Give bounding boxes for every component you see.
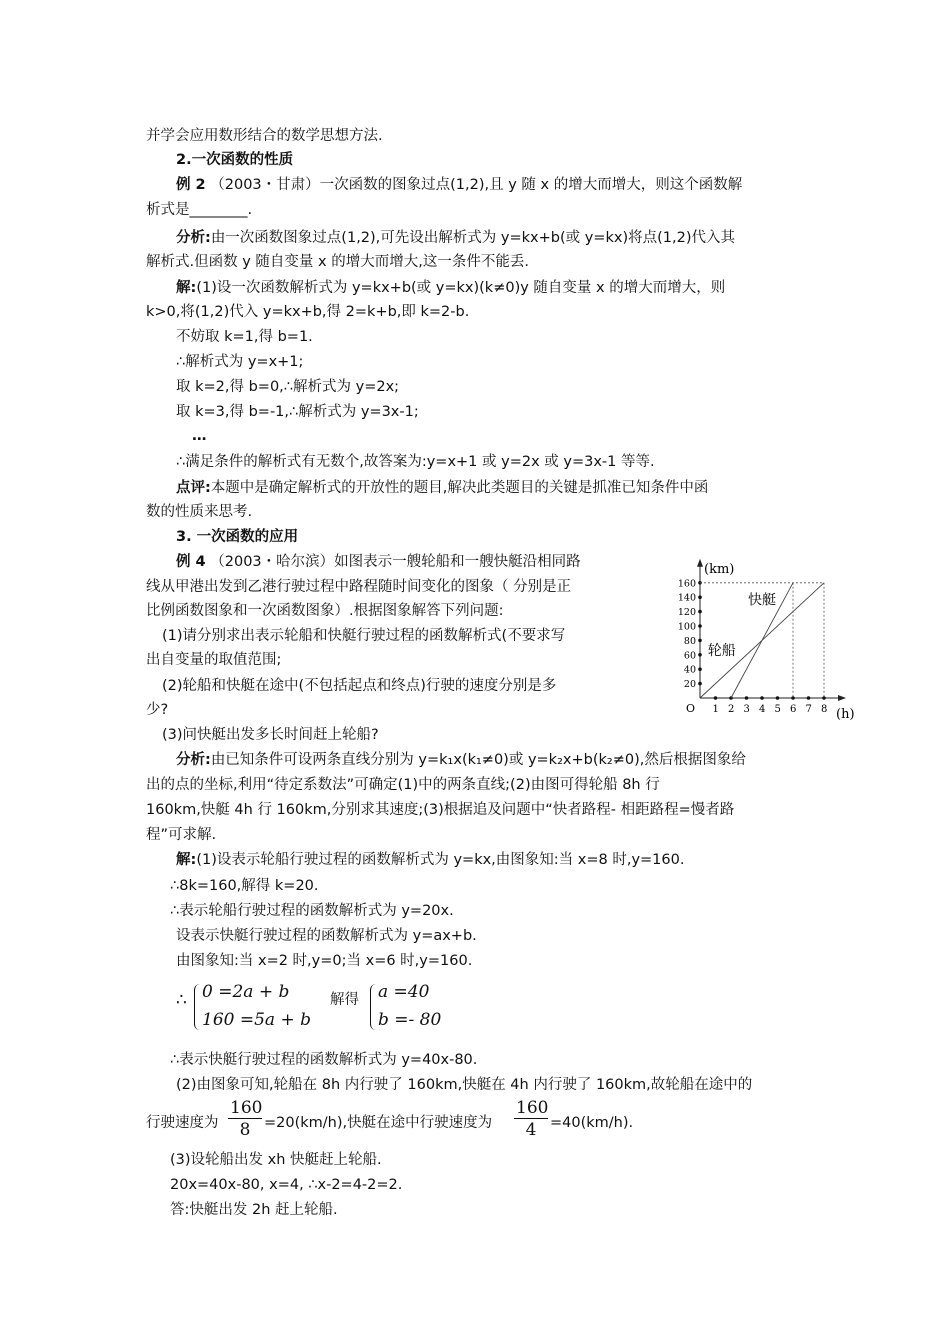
- solution-4-step-1: ∴8k=160,解得 k=20.: [170, 878, 319, 894]
- speed-text-b: =20(km/h),快艇在途中行驶速度为: [264, 1115, 493, 1131]
- example-4-text-cont-1: 线从甲港出发到乙港行驶过程中路程随时间变化的图象（ 分别是正: [146, 579, 572, 595]
- solution-line: [176, 278, 725, 298]
- equation-3: a =40: [378, 982, 430, 1002]
- y-tick-label: 20: [683, 679, 696, 691]
- example-4-label: 例 4: [176, 554, 206, 570]
- x-tick-label: 4: [759, 704, 766, 715]
- y-tick-label: 40: [683, 664, 696, 676]
- y-tick-dot: [698, 610, 702, 614]
- question-2: (2)轮船和快艇在途中(不包括起点和终点)行驶的速度分别是多: [162, 678, 557, 694]
- y-axis-label: (km): [704, 561, 735, 577]
- fraction-ship: [228, 1098, 262, 1141]
- analysis-4-text-cont-2: 160km,快艇 4h 行 160km,分别求其速度;(3)根据追及问题中“快者路程- 相距路程=慢者路: [146, 802, 735, 818]
- y-tick-dot: [698, 667, 702, 671]
- analysis-line: [176, 228, 735, 248]
- series-label-speedboat: 快艇: [748, 592, 777, 609]
- x-tick-label: 3: [743, 704, 750, 715]
- x-axis-label: (h): [836, 707, 855, 722]
- question-1: (1)请分别求出表示轮船和快艇行驶过程的函数解析式(不要求写: [162, 628, 566, 644]
- y-axis-arrow: [697, 559, 703, 567]
- y-tick-label: 80: [683, 635, 696, 647]
- analysis-text-cont: 解析式.但函数 y 随自变量 x 的增大而增大,这一条件不能丢.: [146, 254, 529, 270]
- solution-4-step-5: ∴表示快艇行驶过程的函数解析式为 y=40x-80.: [170, 1052, 478, 1068]
- x-tick-dot: [745, 696, 749, 700]
- analysis-4-label: 分析:: [176, 752, 211, 768]
- right-brace: [370, 984, 377, 1030]
- solution-4-step-2: ∴表示轮船行驶过程的函数解析式为 y=20x.: [170, 903, 454, 919]
- ellipsis: …: [192, 428, 207, 444]
- x-tick-label: 1: [712, 704, 719, 715]
- question-1-cont: 出自变量的取值范围;: [146, 652, 282, 668]
- question-2-cont: 少?: [146, 702, 169, 718]
- part-3-line: (3)设轮船出发 xh 快艇赶上轮船.: [170, 1152, 382, 1168]
- solution-4-label: 解:: [176, 852, 197, 868]
- solution-4-line: [176, 850, 684, 870]
- distance-time-chart: [676, 552, 866, 722]
- comment-label: 点评:: [176, 480, 211, 496]
- x-tick-dot: [807, 696, 811, 700]
- solution-step-3: 取 k=2,得 b=0,∴解析式为 y=2x;: [176, 379, 400, 395]
- solution-4-text: (1)设表示轮船行驶过程的函数解析式为 y=kx,由图象知:当 x=8 时,y=160.: [196, 852, 685, 868]
- y-tick-dot: [698, 653, 702, 657]
- fraction-boat-denominator: 4: [525, 1120, 537, 1140]
- solution-conclusion: ∴满足条件的解析式有无数个,故答案为:y=x+1 或 y=2x 或 y=3x-1 等等.: [176, 454, 655, 470]
- equation-4: b =- 80: [378, 1010, 442, 1030]
- x-tick-label: 6: [790, 704, 797, 715]
- x-tick-label: 5: [774, 704, 781, 715]
- x-tick-dot: [714, 696, 718, 700]
- example-4-text-cont-2: 比例函数图象和一次函数图象）.根据图象解答下列问题:: [146, 603, 504, 619]
- y-tick-dot: [698, 595, 702, 599]
- y-tick-label: 100: [677, 621, 696, 633]
- fraction-ship-denominator: 8: [239, 1120, 251, 1140]
- solution-4-step-3: 设表示快艇行驶过程的函数解析式为 y=ax+b.: [176, 928, 477, 944]
- comment-text-cont: 数的性质来思考.: [146, 504, 253, 520]
- part-3-calc: 20x=40x-80, x=4, ∴x-2=4-2=2.: [170, 1177, 403, 1193]
- analysis-4-text: 由已知条件可设两条直线分别为 y=k₁x(k₁≠0)或 y=k₂x+b(k₂≠0),然后根据图象给: [210, 752, 746, 768]
- y-tick-label: 120: [677, 607, 696, 619]
- example-2-text: （2003・甘肃）一次函数的图象过点(1,2),且 y 随 x 的增大而增大，则这个函数解: [210, 177, 743, 193]
- x-tick-dot: [760, 696, 764, 700]
- equation-2: 160 =5a + b: [202, 1010, 311, 1030]
- intro-line: 并学会应用数形结合的数学思想方法.: [146, 128, 383, 144]
- speed-text-a: 行驶速度为: [146, 1115, 219, 1131]
- y-tick-dot: [698, 624, 702, 628]
- example-2-label: 例 2: [176, 177, 206, 193]
- solution-label: 解:: [176, 280, 197, 296]
- x-tick-dot: [776, 696, 780, 700]
- x-tick-label: 2: [728, 704, 735, 715]
- solution-step-4: 取 k=3,得 b=-1,∴解析式为 y=3x-1;: [176, 404, 419, 420]
- chart-root: [678, 559, 855, 722]
- solution-step-2: ∴解析式为 y=x+1;: [176, 354, 304, 370]
- x-axis-arrow: [838, 695, 846, 701]
- section-heading-3: 3. 一次函数的应用: [176, 529, 299, 545]
- x-tick-label: 7: [805, 704, 812, 715]
- solution-text-cont: k>0,将(1,2)代入 y=kx+b,得 2=k+b,即 k=2-b.: [146, 304, 470, 320]
- example-2-line: [176, 175, 742, 195]
- answer-line: 答:快艇出发 2h 赶上轮船.: [170, 1202, 338, 1218]
- series-label-ship: 轮船: [707, 642, 736, 659]
- speed-text-c: =40(km/h).: [550, 1115, 634, 1131]
- comment-text: 本题中是确定解析式的开放性的题目,解决此类题目的关键是抓准已知条件中函: [210, 480, 709, 496]
- example-4-text: （2003・哈尔滨）如图表示一艘轮船和一艘快艇沿相同路: [210, 554, 581, 570]
- solution-step-1: 不妨取 k=1,得 b=1.: [176, 329, 313, 345]
- origin-label: O: [686, 702, 696, 715]
- question-3: (3)问快艇出发多长时间赶上轮船?: [162, 727, 379, 743]
- fraction-ship-numerator: 160: [230, 1098, 263, 1118]
- left-brace: [194, 984, 201, 1030]
- analysis-4-text-cont-3: 程”可求解.: [146, 827, 217, 843]
- y-tick-label: 160: [677, 578, 696, 590]
- analysis-label: 分析:: [176, 230, 211, 246]
- example-4-line: [176, 552, 581, 572]
- comment-line: [176, 478, 708, 498]
- y-tick-label: 60: [683, 650, 696, 662]
- section-heading-2: 2.一次函数的性质: [176, 152, 294, 168]
- analysis-text: 由一次函数图象过点(1,2),可先设出解析式为 y=kx+b(或 y=kx)将点(1,2)代入其: [210, 230, 735, 246]
- x-tick-label: 8: [821, 704, 828, 715]
- y-tick-label: 140: [677, 592, 696, 604]
- analysis-4-text-cont-1: 出的点的坐标,利用“待定系数法”可确定(1)中的两条直线;(2)由图可得轮船 8h 行: [146, 777, 660, 793]
- analysis-4-line: [176, 750, 746, 770]
- equation-1: 0 =2a + b: [202, 982, 290, 1002]
- fraction-boat-numerator: 160: [516, 1098, 549, 1118]
- example-2-text-cont: 析式是________.: [146, 202, 253, 218]
- part-2-line: (2)由图象可知,轮船在 8h 内行驶了 160km,快艇在 4h 内行驶了 160km,故轮船在途中的: [176, 1077, 753, 1093]
- solution-4-step-4: 由图象知:当 x=2 时,y=0;当 x=6 时,y=160.: [176, 953, 473, 969]
- y-tick-dot: [698, 639, 702, 643]
- solution-text: (1)设一次函数解析式为 y=kx+b(或 y=kx)(k≠0)y 随自变量 x 的增大而增大，则: [196, 280, 726, 296]
- therefore-symbol: ∴: [176, 990, 187, 1010]
- y-tick-dot: [698, 682, 702, 686]
- fraction-boat: [514, 1098, 548, 1141]
- solve-label: 解得: [330, 992, 359, 1008]
